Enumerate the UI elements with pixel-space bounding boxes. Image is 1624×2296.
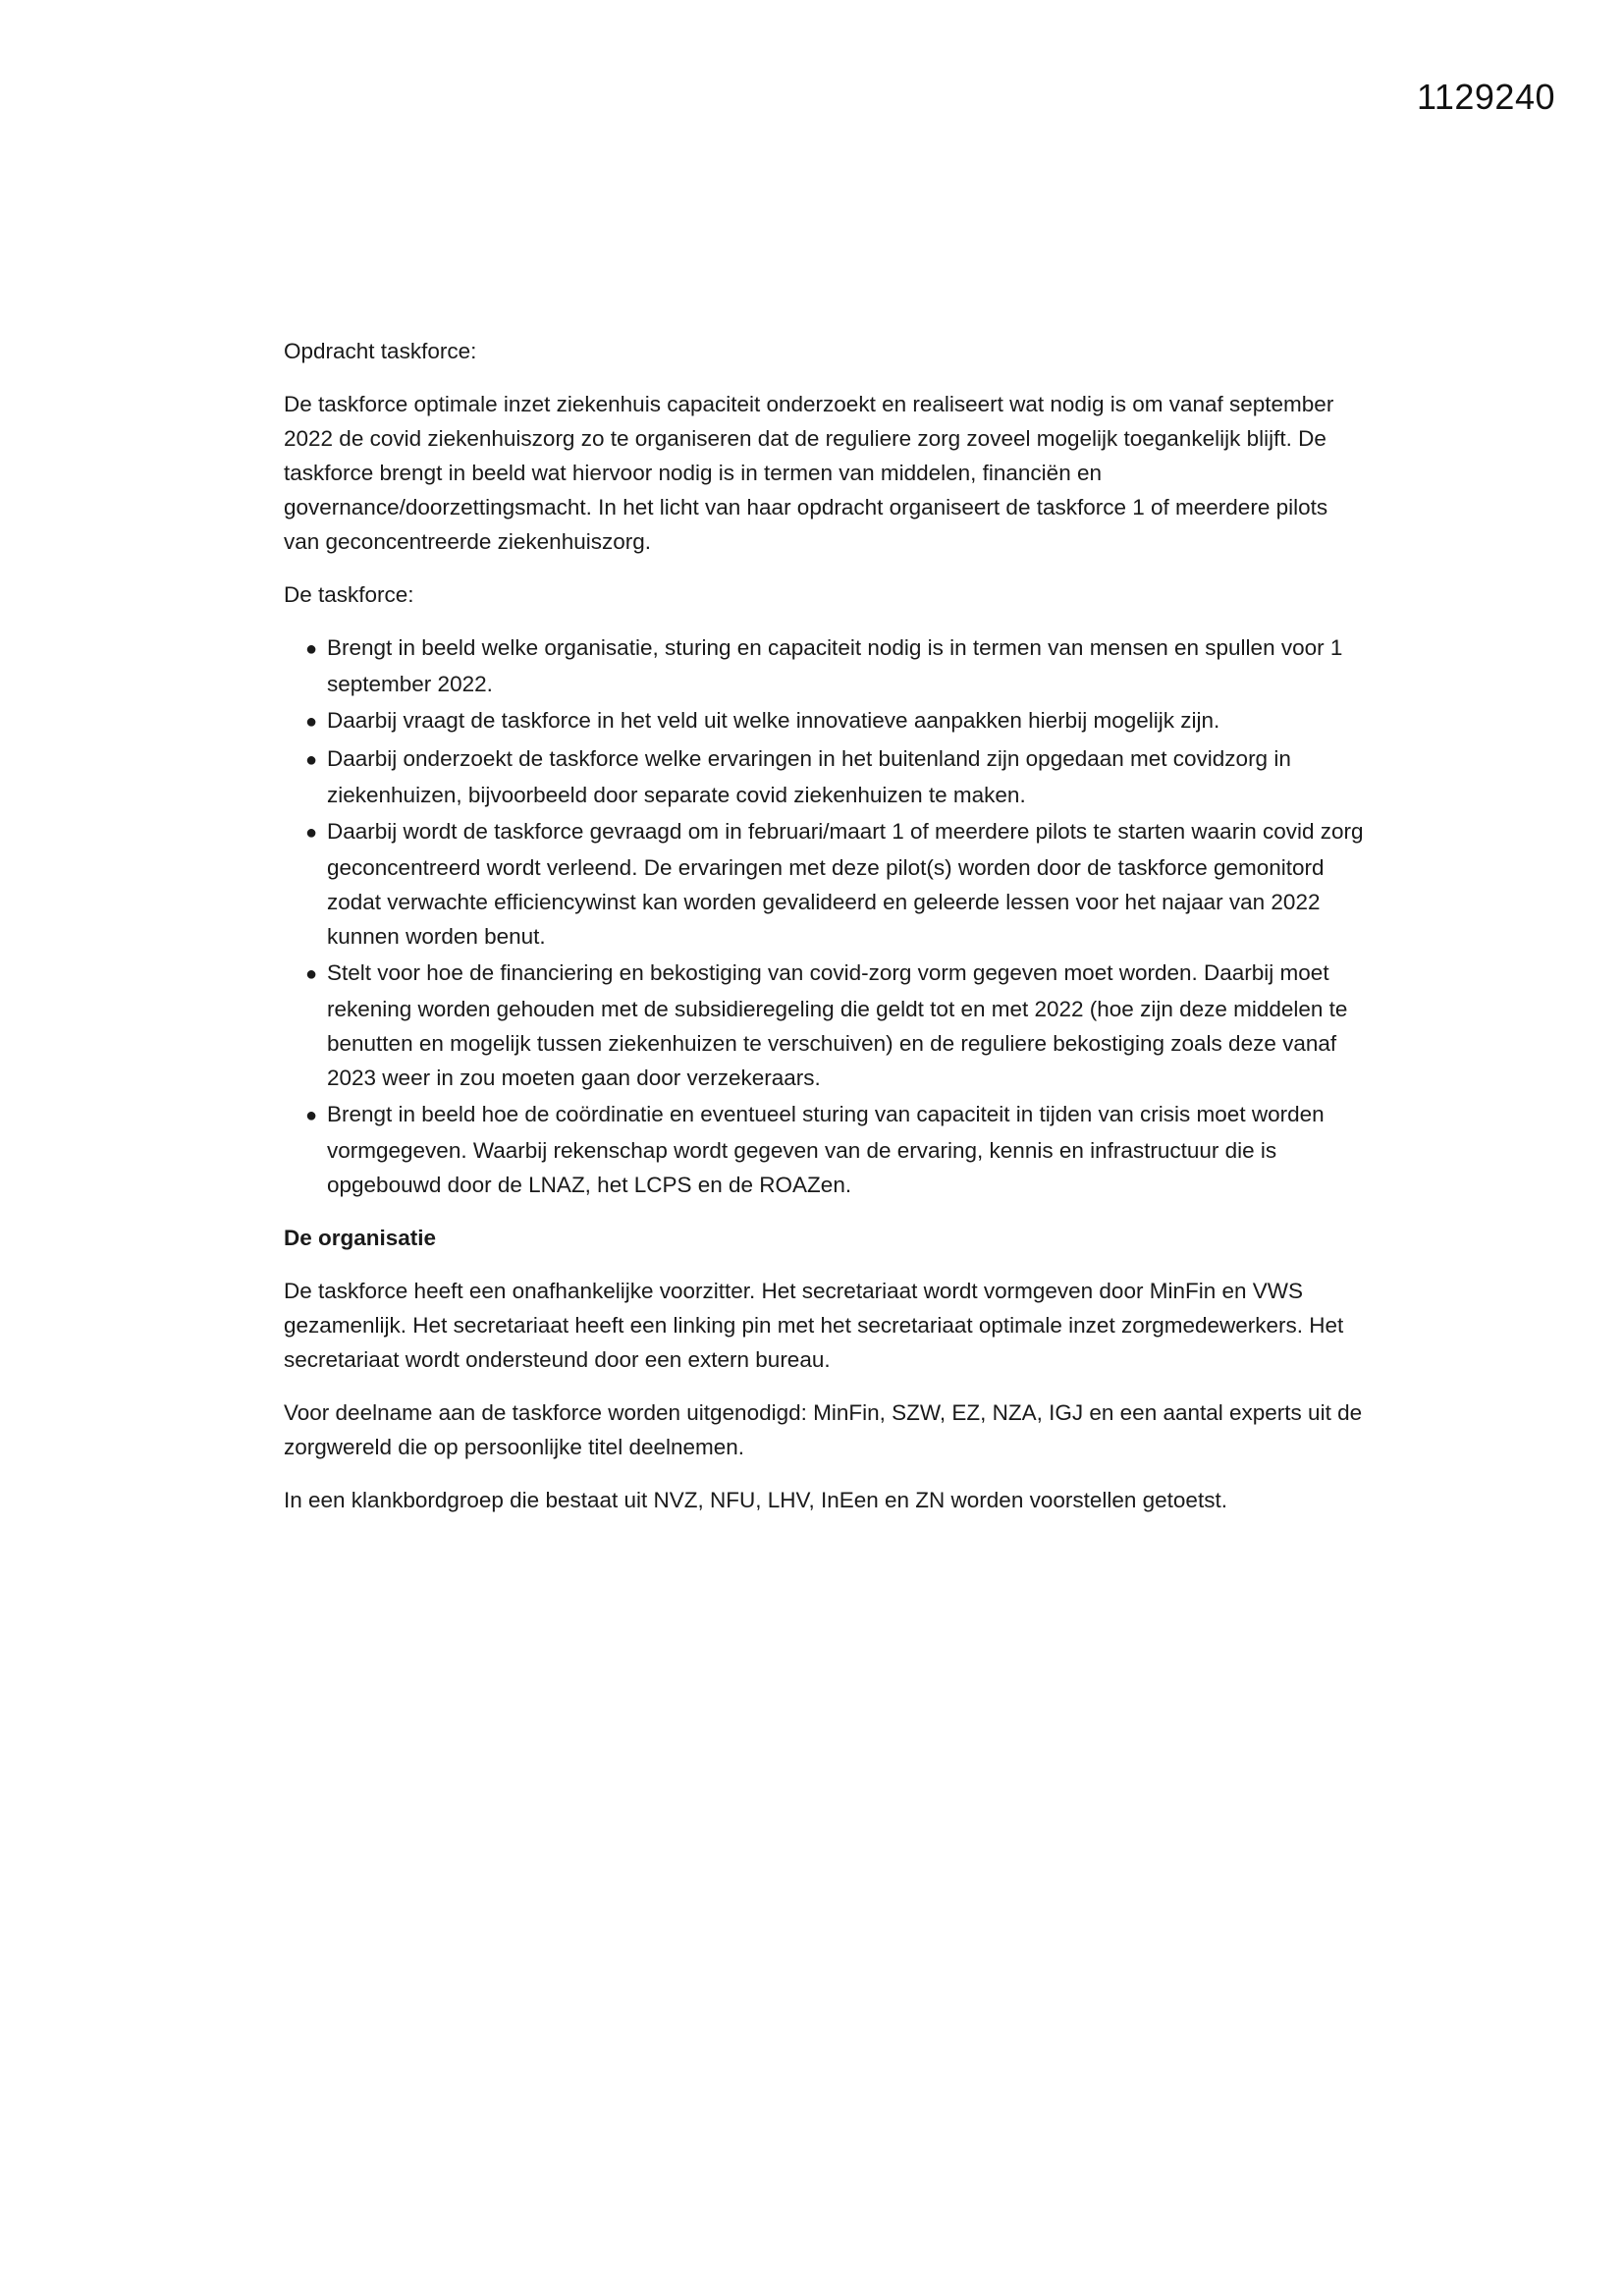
list-item [284, 956, 1364, 1095]
task-list [284, 630, 1364, 1202]
organisation-paragraph: De taskforce heeft een onafhankelijke voorzitter. Het secretariaat wordt vormgeven door MinFin en VWS gezamenlijk. Het secretariaat heeft een linking pin met het secretariaat optimale inzet zorgmedewerkers. Het secretariaat wordt ondersteund door een extern bureau. [284, 1279, 1344, 1372]
sounding-board-paragraph: In een klankbordgroep die bestaat uit NVZ, NFU, LHV, InEen en ZN worden voorstellen getoetst. [284, 1488, 1227, 1512]
list-item-text: Daarbij onderzoekt de taskforce welke ervaringen in het buitenland zijn opgedaan met covidzorg in ziekenhuizen, bijvoorbeeld door separate covid ziekenhuizen te maken. [327, 746, 1291, 807]
bullet-icon: ● [305, 822, 318, 844]
bullet-icon: ● [305, 711, 318, 733]
participants-paragraph: Voor deelname aan de taskforce worden uitgenodigd: MinFin, SZW, EZ, NZA, IGJ en een aantal experts uit de zorgwereld die op persoonlijke titel deelnemen. [284, 1400, 1363, 1459]
list-item [284, 630, 1364, 701]
bullet-icon: ● [305, 1105, 318, 1126]
list-item [284, 814, 1364, 954]
assignment-intro: De taskforce optimale inzet ziekenhuis capaciteit onderzoekt en realiseert wat nodig is om vanaf september 2022 de covid ziekenhuiszorg zo te organiseren dat de reguliere zorg zoveel mogelijk toegankelijk blijft. De taskforce brengt in beeld wat hiervoor nodig is in termen van middelen, financiën en governance/doorzettingsmacht. In het licht van haar opdracht organiseert de taskforce 1 of meerdere pilots van geconcentreerde ziekenhuiszorg. [284, 392, 1334, 554]
assignment-title: Opdracht taskforce: [284, 339, 477, 363]
list-item [284, 1097, 1364, 1202]
organisation-heading: De organisatie [284, 1226, 437, 1250]
bullet-icon: ● [305, 638, 318, 660]
list-item-text: Brengt in beeld hoe de coördinatie en eventueel sturing van capaciteit in tijden van crisis moet worden vormgegeven. Waarbij rekenschap wordt gegeven van de ervaring, kennis en infrastructuur die is opgebouwd door de LNAZ, het LCPS en de ROAZen. [327, 1102, 1325, 1197]
document-body [284, 334, 1364, 1536]
list-item-text: Brengt in beeld welke organisatie, sturing en capaciteit nodig is in termen van mensen en spullen voor 1 september 2022. [327, 635, 1343, 696]
list-item-text: Daarbij wordt de taskforce gevraagd om in februari/maart 1 of meerdere pilots te starten waarin covid zorg geconcentreerd wordt verleend. De ervaringen met deze pilot(s) worden door de taskforce gemonitord zodat verwachte efficiencywinst kan worden gevalideerd en geleerde lessen voor het najaar van 2022 kunnen worden benut. [327, 819, 1364, 949]
bullet-icon: ● [305, 749, 318, 771]
list-item [284, 741, 1364, 812]
list-item-text: Daarbij vraagt de taskforce in het veld uit welke innovatieve aanpakken hierbij mogelijk zijn. [327, 708, 1220, 733]
list-item [284, 703, 1364, 739]
list-item-text: Stelt voor hoe de financiering en bekostiging van covid-zorg vorm gegeven moet worden. Daarbij moet rekening worden gehouden met de subsidieregeling die geldt tot en met 2022 (hoe zijn deze middelen te benutten en mogelijk tussen ziekenhuizen te verschuiven) en de reguliere bekostiging zoals deze vanaf 2023 weer in zou moeten gaan door verzekeraars. [327, 960, 1348, 1090]
document-number: 1129240 [1417, 77, 1555, 117]
task-list-intro: De taskforce: [284, 582, 414, 607]
bullet-icon: ● [305, 963, 318, 985]
